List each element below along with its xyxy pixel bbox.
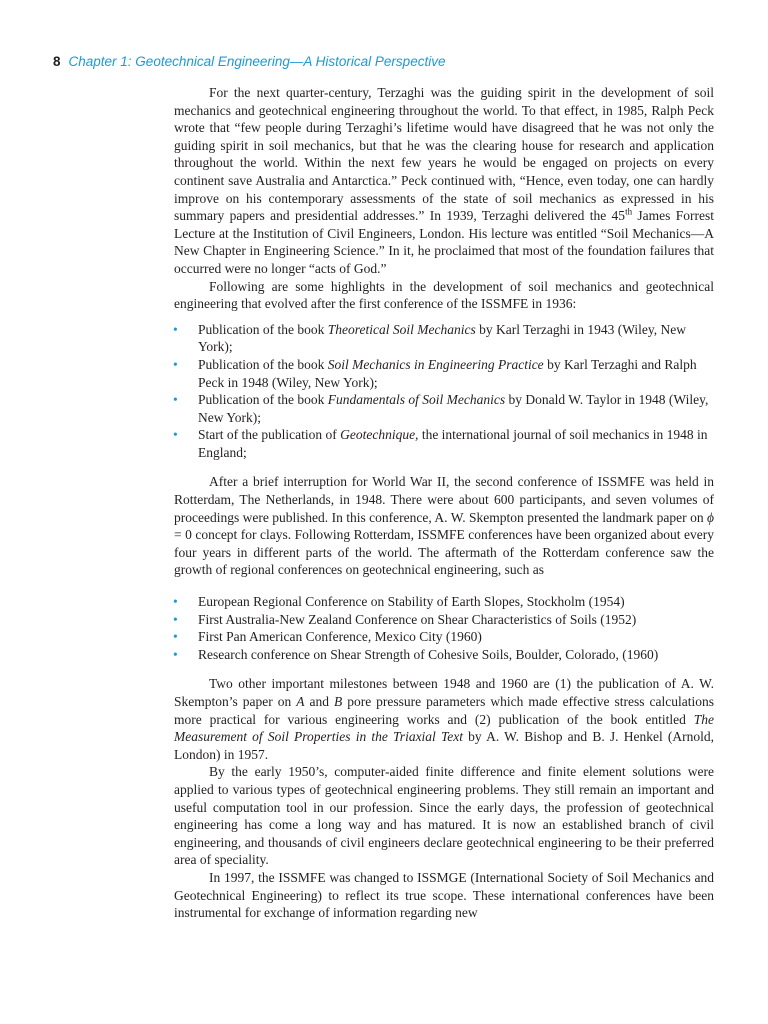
paragraph-3: After a brief interruption for World War II, the second conference of ISSMFE was held in Rotterdam, The Netherlands, in 1948. There were about 600 participants, and seven volumes of proceedings were published. In this conference, A. W. Skempton presented the landmark paper on ϕ = 0 concept for clays. Following Rotterdam, ISSMFE conferences have been organized about every four years in different parts of the world. The aftermath of the Rotterdam conference saw the growth of regional conferences on geotechnical engineering, such as [174, 474, 714, 578]
bullet-icon: • [173, 611, 178, 627]
bullet-icon: • [173, 646, 178, 662]
list-item: • European Regional Conference on Stability of Earth Slopes, Stockholm (1954) [173, 594, 625, 610]
paragraph-4: Two other important milestones between 1948 and 1960 are (1) the publication of A. W. Skempton’s paper on A and B pore pressure parameters which made effective stress calculations more practical for various engineering works and (2) publication of the book entitled The Measurement of Soil Properties in the Triaxial Text by A. W. Bishop and B. J. Henkel (Arnold, London) in 1957. [174, 676, 714, 762]
page-number: 8 [53, 54, 61, 69]
bullet-icon: • [173, 629, 178, 645]
list-item: • First Australia-New Zealand Conference on Shear Characteristics of Soils (1952) [173, 611, 637, 627]
list-item: • Research conference on Shear Strength of Cohesive Soils, Boulder, Colorado, (1960) [173, 646, 659, 662]
list-item: • First Pan American Conference, Mexico City (1960) [173, 629, 482, 645]
book-title: Soil Mechanics in Engineering Practice [327, 356, 544, 372]
book-title: Fundamentals of Soil Mechanics [327, 392, 506, 408]
book-title: Theoretical Soil Mechanics [327, 321, 476, 337]
body-text [174, 84, 714, 922]
phi-symbol: ϕ [707, 509, 714, 525]
book-title: The Measurement of Soil Properties in the Triaxial Text [174, 711, 714, 745]
page-header [53, 53, 445, 71]
bullet-icon: • [173, 427, 178, 443]
list-item: • Publication of the book Soil Mechanics in Engineering Practice by Karl Terzaghi and Ralph Peck in 1948 (Wiley, New York); [173, 356, 697, 390]
running-head: Chapter 1: Geotechnical Engineering—A Historical Perspective [68, 54, 446, 69]
list-item: • Publication of the book Theoretical Soil Mechanics by Karl Terzaghi in 1943 (Wiley, New York); [173, 321, 687, 355]
bullet-icon: • [173, 594, 178, 610]
bullet-icon: • [173, 392, 178, 408]
paragraph-2: Following are some highlights in the development of soil mechanics and geotechnical engineering that evolved after the first conference of the ISSMFE in 1936: [174, 278, 714, 312]
conference-list [174, 593, 714, 663]
paragraph-6: In 1997, the ISSMFE was changed to ISSMGE (International Society of Soil Mechanics and Geotechnical Engineering) to reflect its true scope. These international conferences have been instrumental for exchange of information regarding new [174, 869, 714, 921]
list-item: • Start of the publication of Geotechnique, the international journal of soil mechanics in 1948 in England; [173, 427, 708, 460]
list-item: • Publication of the book Fundamentals of Soil Mechanics by Donald W. Taylor in 1948 (Wiley, New York); [173, 392, 709, 425]
bullet-icon: • [173, 321, 178, 337]
journal-title: Geotechnique, [340, 427, 419, 443]
bullet-icon: • [173, 356, 178, 372]
milestone-list [174, 321, 714, 462]
paragraph-1: For the next quarter-century, Terzaghi was the guiding spirit in the development of soil mechanics and geotechnical engineering throughout the world. To that effect, in 1985, Ralph Peck wrote that “few people during Terzaghi’s lifetime would have disagreed that he was not only the guiding spirit in soil mechanics, but that he was the clearing house for research and application throughout the world. Within the next few years he would be engaged on projects on every continent save Australia and Antarctica.” Peck continued with, “Hence, even today, one can hardly improve on his contemporary assessments of the state of soil mechanics as expressed in his summary papers and presidential addresses.” In 1939, Terzaghi delivered the 45th James Forrest Lecture at the Institution of Civil Engineers, London. His lecture was entitled “Soil Mechanics—A New Chapter in Engineering Science.” In it, he proclaimed that most of the foundation failures that occurred were no longer “acts of God.” [174, 85, 714, 276]
paragraph-5: By the early 1950’s, computer-aided finite difference and finite element solutions were applied to various types of geotechnical engineering problems. They still remain an important and useful computation tool in our profession. Since the early days, the profession of geotechnical engineering has come a long way and has matured. It is now an established branch of civil engineering, and thousands of civil engineers declare geotechnical engineering to be their preferred area of speciality. [174, 764, 714, 868]
